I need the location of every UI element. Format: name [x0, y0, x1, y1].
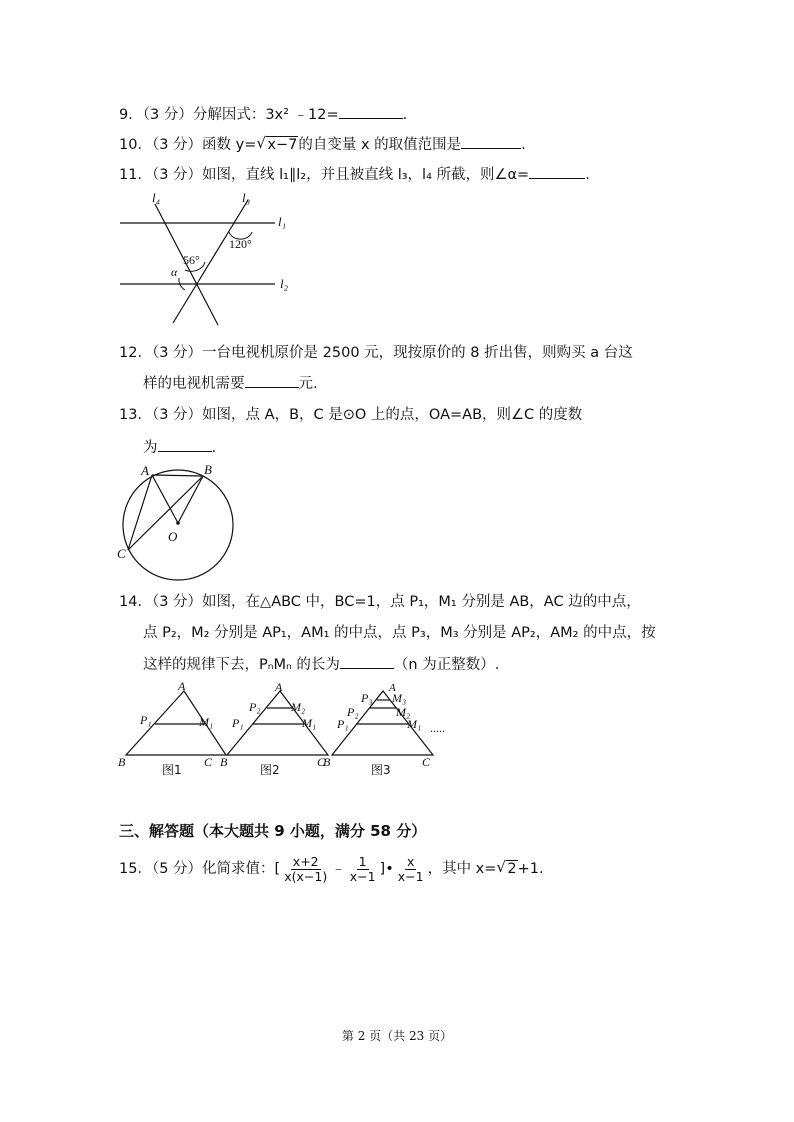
- question-text-3: 这样的规律下去，PₙMₙ 的长为: [143, 657, 340, 673]
- label-l3: l₃: [242, 190, 251, 205]
- label-l1: l₁: [278, 214, 287, 229]
- question-12: [119, 343, 633, 363]
- angle-56: 56°: [183, 253, 200, 267]
- question-text-2: 为: [143, 440, 158, 456]
- question-text: 如图，点 A，B，C 是⊙O 上的点，OA=AB，则∠C 的度数: [202, 407, 583, 423]
- fraction-3-denominator: x−1: [397, 868, 424, 884]
- period: .: [585, 167, 590, 183]
- angle-alpha: α: [171, 265, 178, 279]
- answer-blank: [461, 134, 521, 149]
- fig3-P3: P₃: [361, 691, 373, 705]
- score: （3 分）: [151, 594, 203, 610]
- score: （3 分）: [151, 407, 203, 423]
- question-number: 13．: [119, 407, 152, 423]
- period: .: [211, 440, 217, 456]
- fig3-caption: 图3: [371, 763, 391, 777]
- question-14-line-2: [143, 623, 656, 643]
- answer-blank: [245, 373, 299, 388]
- question-text-2: 样的电视机需要: [143, 376, 245, 392]
- fraction-1-denominator: x(x−1): [284, 868, 328, 884]
- continuation-dots: .....: [430, 721, 445, 735]
- page-footer: 第 2 页（共 23 页）: [341, 1029, 453, 1043]
- question-13-line-2: [143, 437, 216, 458]
- section-heading: 三、解答题（本大题共 9 小题，满分 58 分）: [119, 822, 427, 840]
- fig2-B: B: [220, 755, 228, 769]
- parallel-lines-figure: [115, 190, 305, 330]
- fraction-1: [282, 855, 329, 884]
- fraction-1-numerator: x+2: [292, 853, 319, 869]
- score: （3 分）: [151, 137, 203, 153]
- triangle-fig-2: [220, 680, 328, 777]
- question-text: 化简求值：[: [202, 861, 281, 877]
- fig1-M1: M₁: [199, 715, 214, 729]
- angle-120: 120°: [229, 237, 252, 251]
- question-text-2: 点 P₂，M₂ 分别是 AP₁，AM₁ 的中点，点 P₃，M₃ 分别是 AP₂，AM₂ 的中点，按: [143, 625, 656, 641]
- question-text: 一台电视机原价是 2500 元，现按原价的 8 折出售，则购买 a 台这: [202, 345, 633, 361]
- fig1-A: A: [178, 680, 186, 693]
- question-number: 12．: [119, 345, 152, 361]
- fig3-P2: P₂: [347, 705, 359, 719]
- question-9: [119, 104, 407, 125]
- radicand: 2: [507, 861, 517, 877]
- question-14: [119, 592, 641, 612]
- triangle-fig-3: [323, 682, 433, 777]
- question-text-2: ，其中 x=: [427, 861, 497, 877]
- question-number: 10．: [119, 137, 152, 153]
- point-A: A: [141, 463, 149, 478]
- fig2-M1: M₁: [302, 716, 317, 730]
- unit: 元.: [298, 376, 318, 392]
- fig2-M2: M₂: [291, 700, 306, 714]
- point-C: C: [117, 546, 126, 561]
- score: （3 分）: [142, 107, 193, 123]
- fig2-P2: P₂: [249, 700, 261, 714]
- question-text: 函数 y=: [202, 137, 257, 153]
- fig3-C: C: [422, 755, 431, 769]
- answer-blank: [529, 164, 585, 179]
- question-15: [119, 852, 544, 886]
- fraction-3: [396, 855, 426, 884]
- fig1-B: B: [118, 755, 126, 769]
- fig3-A: A: [389, 682, 396, 694]
- question-text-end: （n 为正整数）.: [393, 657, 500, 673]
- question-11: [119, 164, 590, 185]
- period: .: [521, 137, 526, 153]
- label-l2: l₂: [280, 276, 289, 291]
- question-number: 14．: [119, 594, 152, 610]
- fraction-2-numerator: 1: [358, 853, 367, 869]
- answer-blank: [339, 104, 403, 119]
- question-14-line-3: [143, 654, 499, 675]
- answer-blank: [158, 437, 212, 452]
- fraction-3-numerator: x: [406, 853, 415, 869]
- question-text-3: +1.: [517, 861, 544, 877]
- fig2-P1: P₁: [232, 716, 244, 730]
- triangles-figure: [115, 680, 455, 780]
- triangle-fig-1: [118, 680, 226, 777]
- label-l4: l₄: [152, 190, 161, 205]
- score: （3 分）: [151, 345, 203, 361]
- bracket-dot: ]•: [379, 861, 394, 877]
- radicand: x−7: [267, 137, 298, 153]
- question-number: 11．: [119, 167, 152, 183]
- fig2-caption: 图2: [260, 763, 280, 777]
- fig3-M1: M₁: [407, 717, 422, 731]
- question-text: 分解因式：3x² ﹣12=: [192, 107, 339, 123]
- fig3-M3: M₃: [392, 691, 407, 705]
- sqrt-expression: √ x−7: [256, 134, 298, 153]
- question-10: [119, 134, 526, 155]
- fraction-2-denominator: x−1: [349, 868, 376, 884]
- point-B: B: [204, 462, 212, 477]
- fig1-P1: P₁: [140, 713, 152, 727]
- question-text: 如图，在△ABC 中，BC=1，点 P₁，M₁ 分别是 AB，AC 边的中点，: [202, 594, 641, 610]
- fig1-caption: 图1: [162, 763, 182, 777]
- question-text-2: 的自变量 x 的取值范围是: [298, 137, 462, 153]
- question-number: 9．: [119, 107, 143, 123]
- question-text: 如图，直线 l₁∥l₂，并且被直线 l₃，l₄ 所截，则∠α=: [202, 167, 530, 183]
- answer-blank: [340, 654, 394, 669]
- sqrt-expression: √ 2: [496, 858, 517, 877]
- score: （3 分）: [151, 167, 203, 183]
- question-number: 15．: [119, 861, 152, 877]
- point-O: O: [168, 529, 178, 544]
- fig3-P1: P₁: [337, 717, 349, 731]
- question-12-line-2: [143, 373, 318, 394]
- period: .: [402, 107, 408, 123]
- minus-sign: ﹣: [331, 861, 346, 877]
- score: （5 分）: [151, 861, 203, 877]
- fig3-B: B: [323, 755, 331, 769]
- fig1-C: C: [204, 755, 213, 769]
- fig2-A: A: [275, 680, 283, 694]
- circle-figure: [114, 462, 244, 584]
- fig3-M2: M₂: [396, 705, 411, 719]
- question-13: [119, 405, 582, 425]
- fraction-2: [348, 855, 378, 884]
- fig2-C: C: [317, 755, 326, 769]
